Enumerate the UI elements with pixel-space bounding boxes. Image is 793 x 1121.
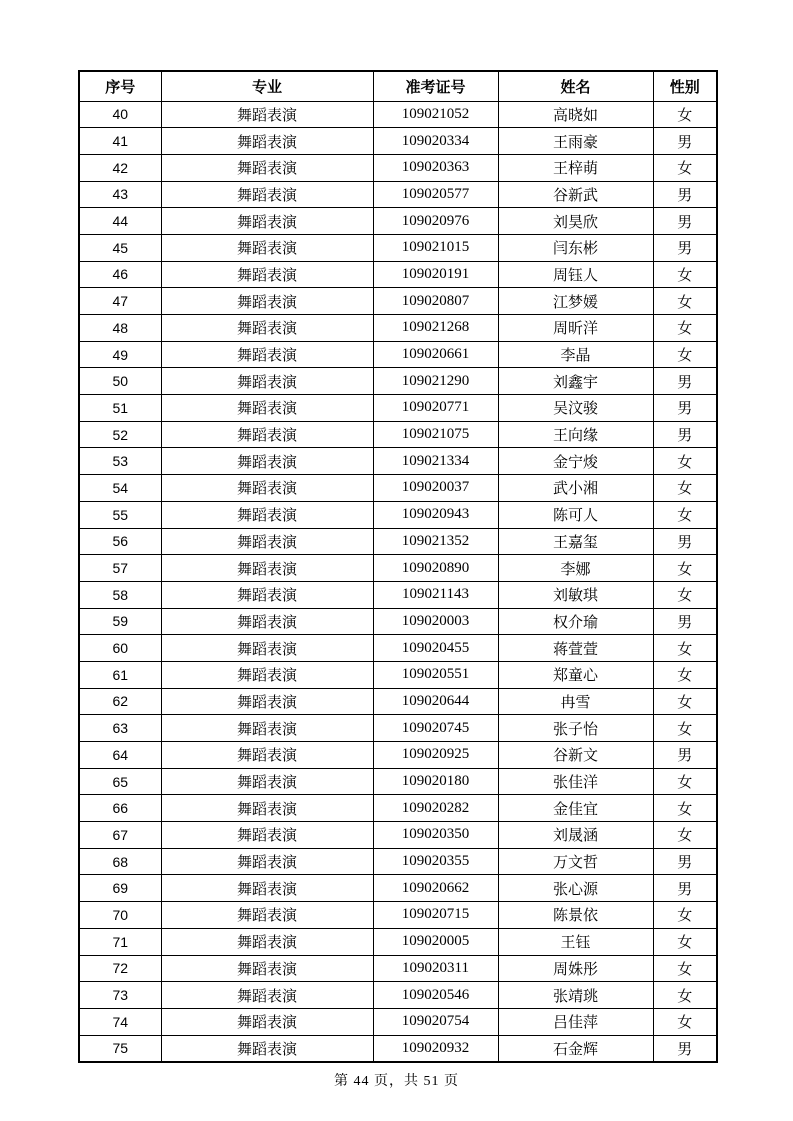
- table-row: [79, 688, 717, 715]
- cell-name: 金佳宜: [498, 795, 653, 822]
- cell-seq: 75: [79, 1035, 161, 1062]
- table-row: [79, 368, 717, 395]
- cell-seq: 71: [79, 928, 161, 955]
- cell-name: 王向缘: [498, 421, 653, 448]
- page-number-footer: 第 44 页，共 51 页: [334, 1074, 459, 1089]
- cell-name: 张子怡: [498, 715, 653, 742]
- cell-major: 舞蹈表演: [161, 501, 373, 528]
- cell-gender: 女: [653, 902, 717, 929]
- cell-ticket: 109020890: [373, 555, 498, 582]
- cell-ticket: 109020037: [373, 475, 498, 502]
- cell-name: 陈景依: [498, 902, 653, 929]
- table-row: [79, 635, 717, 662]
- cell-seq: 58: [79, 581, 161, 608]
- cell-ticket: 109021015: [373, 234, 498, 261]
- cell-ticket: 109021352: [373, 528, 498, 555]
- cell-ticket: 109021052: [373, 101, 498, 128]
- cell-seq: 48: [79, 315, 161, 342]
- cell-gender: 男: [653, 208, 717, 235]
- cell-ticket: 109020715: [373, 902, 498, 929]
- cell-gender: 女: [653, 955, 717, 982]
- cell-gender: 男: [653, 848, 717, 875]
- cell-name: 江梦媛: [498, 288, 653, 315]
- cell-ticket: 109020180: [373, 768, 498, 795]
- cell-ticket: 109020282: [373, 795, 498, 822]
- cell-name: 蒋萱萱: [498, 635, 653, 662]
- column-header-name: 姓名: [498, 71, 653, 101]
- table-row: [79, 608, 717, 635]
- table-row: [79, 581, 717, 608]
- cell-major: 舞蹈表演: [161, 395, 373, 422]
- table-row: [79, 395, 717, 422]
- cell-ticket: 109020577: [373, 181, 498, 208]
- cell-name: 陈可人: [498, 501, 653, 528]
- cell-ticket: 109020745: [373, 715, 498, 742]
- cell-ticket: 109020005: [373, 928, 498, 955]
- cell-major: 舞蹈表演: [161, 475, 373, 502]
- cell-gender: 男: [653, 421, 717, 448]
- cell-gender: 男: [653, 234, 717, 261]
- table-row: [79, 234, 717, 261]
- cell-gender: 女: [653, 501, 717, 528]
- cell-gender: 女: [653, 341, 717, 368]
- table-row: [79, 448, 717, 475]
- cell-seq: 62: [79, 688, 161, 715]
- table-row: [79, 982, 717, 1009]
- table-row: [79, 181, 717, 208]
- cell-seq: 60: [79, 635, 161, 662]
- cell-seq: 41: [79, 128, 161, 155]
- cell-major: 舞蹈表演: [161, 795, 373, 822]
- cell-seq: 66: [79, 795, 161, 822]
- cell-gender: 男: [653, 395, 717, 422]
- cell-ticket: 109020546: [373, 982, 498, 1009]
- cell-seq: 47: [79, 288, 161, 315]
- cell-name: 冉雪: [498, 688, 653, 715]
- cell-major: 舞蹈表演: [161, 234, 373, 261]
- cell-major: 舞蹈表演: [161, 902, 373, 929]
- cell-seq: 49: [79, 341, 161, 368]
- cell-major: 舞蹈表演: [161, 768, 373, 795]
- column-header-seq: 序号: [79, 71, 161, 101]
- cell-seq: 72: [79, 955, 161, 982]
- cell-ticket: 109021334: [373, 448, 498, 475]
- cell-name: 万文哲: [498, 848, 653, 875]
- table-row: [79, 261, 717, 288]
- cell-ticket: 109020455: [373, 635, 498, 662]
- candidate-roster-table: [78, 70, 718, 1063]
- cell-seq: 68: [79, 848, 161, 875]
- cell-gender: 女: [653, 635, 717, 662]
- cell-major: 舞蹈表演: [161, 128, 373, 155]
- cell-name: 王嘉玺: [498, 528, 653, 555]
- cell-seq: 67: [79, 822, 161, 849]
- cell-seq: 44: [79, 208, 161, 235]
- cell-seq: 51: [79, 395, 161, 422]
- cell-gender: 女: [653, 715, 717, 742]
- cell-major: 舞蹈表演: [161, 288, 373, 315]
- cell-seq: 45: [79, 234, 161, 261]
- cell-name: 石金辉: [498, 1035, 653, 1062]
- cell-major: 舞蹈表演: [161, 101, 373, 128]
- table-row: [79, 101, 717, 128]
- table-row: [79, 288, 717, 315]
- cell-major: 舞蹈表演: [161, 421, 373, 448]
- cell-major: 舞蹈表演: [161, 315, 373, 342]
- table-row: [79, 955, 717, 982]
- cell-gender: 女: [653, 154, 717, 181]
- cell-ticket: 109021075: [373, 421, 498, 448]
- cell-name: 吴汶骏: [498, 395, 653, 422]
- table-row: [79, 848, 717, 875]
- cell-gender: 女: [653, 581, 717, 608]
- cell-ticket: 109020191: [373, 261, 498, 288]
- cell-seq: 46: [79, 261, 161, 288]
- cell-seq: 52: [79, 421, 161, 448]
- cell-ticket: 109020661: [373, 341, 498, 368]
- cell-name: 武小湘: [498, 475, 653, 502]
- table-row: [79, 475, 717, 502]
- table-row: [79, 528, 717, 555]
- column-header-ticket: 准考证号: [373, 71, 498, 101]
- cell-seq: 69: [79, 875, 161, 902]
- cell-name: 王梓萌: [498, 154, 653, 181]
- cell-gender: 女: [653, 928, 717, 955]
- cell-seq: 57: [79, 555, 161, 582]
- cell-ticket: 109020976: [373, 208, 498, 235]
- cell-major: 舞蹈表演: [161, 822, 373, 849]
- table-row: [79, 154, 717, 181]
- cell-name: 高晓如: [498, 101, 653, 128]
- cell-seq: 74: [79, 1008, 161, 1035]
- cell-name: 周昕洋: [498, 315, 653, 342]
- cell-name: 郑童心: [498, 661, 653, 688]
- table-row: [79, 421, 717, 448]
- cell-gender: 男: [653, 742, 717, 769]
- cell-seq: 54: [79, 475, 161, 502]
- cell-ticket: 109020662: [373, 875, 498, 902]
- table-row: [79, 128, 717, 155]
- cell-gender: 女: [653, 475, 717, 502]
- cell-gender: 女: [653, 101, 717, 128]
- cell-ticket: 109020644: [373, 688, 498, 715]
- cell-gender: 女: [653, 688, 717, 715]
- cell-name: 权介瑜: [498, 608, 653, 635]
- cell-ticket: 109020754: [373, 1008, 498, 1035]
- cell-gender: 男: [653, 1035, 717, 1062]
- cell-major: 舞蹈表演: [161, 368, 373, 395]
- cell-seq: 63: [79, 715, 161, 742]
- cell-gender: 男: [653, 181, 717, 208]
- cell-seq: 56: [79, 528, 161, 555]
- cell-major: 舞蹈表演: [161, 848, 373, 875]
- cell-gender: 女: [653, 315, 717, 342]
- cell-major: 舞蹈表演: [161, 1008, 373, 1035]
- cell-ticket: 109020355: [373, 848, 498, 875]
- cell-ticket: 109020771: [373, 395, 498, 422]
- cell-gender: 男: [653, 528, 717, 555]
- cell-gender: 女: [653, 288, 717, 315]
- table-row: [79, 742, 717, 769]
- cell-ticket: 109020807: [373, 288, 498, 315]
- cell-major: 舞蹈表演: [161, 688, 373, 715]
- table-header-row: [79, 71, 717, 101]
- cell-name: 张佳洋: [498, 768, 653, 795]
- cell-name: 刘鑫宇: [498, 368, 653, 395]
- cell-name: 李晶: [498, 341, 653, 368]
- cell-ticket: 109020363: [373, 154, 498, 181]
- cell-major: 舞蹈表演: [161, 742, 373, 769]
- cell-major: 舞蹈表演: [161, 635, 373, 662]
- cell-ticket: 109020311: [373, 955, 498, 982]
- cell-seq: 55: [79, 501, 161, 528]
- cell-seq: 59: [79, 608, 161, 635]
- cell-seq: 65: [79, 768, 161, 795]
- cell-major: 舞蹈表演: [161, 982, 373, 1009]
- cell-gender: 男: [653, 128, 717, 155]
- table-row: [79, 501, 717, 528]
- cell-major: 舞蹈表演: [161, 581, 373, 608]
- table-row: [79, 1035, 717, 1062]
- cell-name: 李娜: [498, 555, 653, 582]
- cell-name: 王钰: [498, 928, 653, 955]
- cell-major: 舞蹈表演: [161, 181, 373, 208]
- cell-name: 周钰人: [498, 261, 653, 288]
- column-header-major: 专业: [161, 71, 373, 101]
- table-row: [79, 795, 717, 822]
- cell-major: 舞蹈表演: [161, 715, 373, 742]
- cell-name: 张靖珧: [498, 982, 653, 1009]
- cell-major: 舞蹈表演: [161, 1035, 373, 1062]
- cell-ticket: 109020932: [373, 1035, 498, 1062]
- cell-major: 舞蹈表演: [161, 661, 373, 688]
- cell-major: 舞蹈表演: [161, 261, 373, 288]
- cell-ticket: 109021268: [373, 315, 498, 342]
- cell-major: 舞蹈表演: [161, 448, 373, 475]
- table-row: [79, 208, 717, 235]
- cell-gender: 女: [653, 768, 717, 795]
- cell-gender: 女: [653, 982, 717, 1009]
- table-row: [79, 928, 717, 955]
- cell-major: 舞蹈表演: [161, 555, 373, 582]
- cell-seq: 73: [79, 982, 161, 1009]
- table-row: [79, 341, 717, 368]
- cell-ticket: 109020551: [373, 661, 498, 688]
- cell-name: 张心源: [498, 875, 653, 902]
- cell-ticket: 109021290: [373, 368, 498, 395]
- cell-major: 舞蹈表演: [161, 955, 373, 982]
- table-row: [79, 822, 717, 849]
- cell-name: 刘敏琪: [498, 581, 653, 608]
- cell-major: 舞蹈表演: [161, 341, 373, 368]
- cell-major: 舞蹈表演: [161, 928, 373, 955]
- cell-name: 周姝彤: [498, 955, 653, 982]
- cell-seq: 70: [79, 902, 161, 929]
- cell-major: 舞蹈表演: [161, 608, 373, 635]
- cell-name: 王雨豪: [498, 128, 653, 155]
- table-row: [79, 315, 717, 342]
- cell-seq: 50: [79, 368, 161, 395]
- cell-gender: 男: [653, 368, 717, 395]
- cell-major: 舞蹈表演: [161, 154, 373, 181]
- cell-name: 刘晟涵: [498, 822, 653, 849]
- cell-ticket: 109020003: [373, 608, 498, 635]
- cell-gender: 女: [653, 448, 717, 475]
- cell-seq: 40: [79, 101, 161, 128]
- cell-name: 金宁焌: [498, 448, 653, 475]
- cell-gender: 女: [653, 661, 717, 688]
- cell-major: 舞蹈表演: [161, 208, 373, 235]
- cell-seq: 53: [79, 448, 161, 475]
- cell-gender: 男: [653, 875, 717, 902]
- cell-name: 吕佳萍: [498, 1008, 653, 1035]
- cell-ticket: 109020334: [373, 128, 498, 155]
- column-header-gender: 性别: [653, 71, 717, 101]
- cell-seq: 64: [79, 742, 161, 769]
- table-row: [79, 902, 717, 929]
- cell-seq: 61: [79, 661, 161, 688]
- table-row: [79, 661, 717, 688]
- cell-gender: 女: [653, 555, 717, 582]
- cell-seq: 42: [79, 154, 161, 181]
- cell-name: 闫东彬: [498, 234, 653, 261]
- table-row: [79, 555, 717, 582]
- cell-gender: 男: [653, 608, 717, 635]
- cell-name: 谷新文: [498, 742, 653, 769]
- table-row: [79, 875, 717, 902]
- cell-ticket: 109021143: [373, 581, 498, 608]
- cell-name: 刘昊欣: [498, 208, 653, 235]
- cell-ticket: 109020925: [373, 742, 498, 769]
- table-row: [79, 1008, 717, 1035]
- cell-major: 舞蹈表演: [161, 875, 373, 902]
- cell-seq: 43: [79, 181, 161, 208]
- cell-ticket: 109020943: [373, 501, 498, 528]
- table-row: [79, 768, 717, 795]
- cell-major: 舞蹈表演: [161, 528, 373, 555]
- cell-gender: 女: [653, 261, 717, 288]
- cell-gender: 女: [653, 1008, 717, 1035]
- cell-gender: 女: [653, 822, 717, 849]
- table-row: [79, 715, 717, 742]
- cell-ticket: 109020350: [373, 822, 498, 849]
- cell-gender: 女: [653, 795, 717, 822]
- cell-name: 谷新武: [498, 181, 653, 208]
